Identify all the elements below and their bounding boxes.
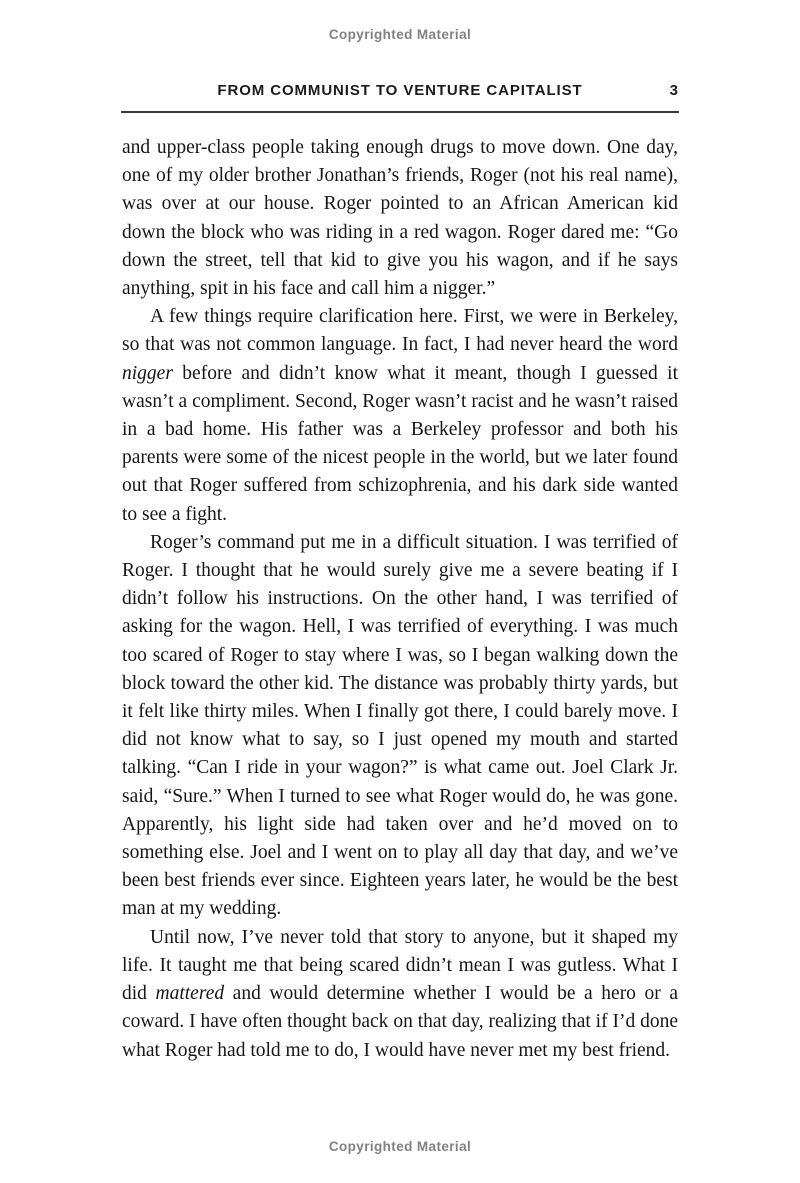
text-segment: and would determine whether I would be a hero or a coward. I have often thought back on that day, realizing that if I’d done what Roger had told me to do, I would have never met my best friend.: [122, 983, 678, 1061]
italic-text: mattered: [155, 983, 225, 1005]
text-segment: and upper-class people taking enough drugs to move down. One day, one of my older brother Jonathan’s friends, Roger (not his real name), was over at our house. Roger pointed to an African American kid down the block who was riding in a red wagon. Roger dared me: “Go down the street, tell that kid to give you his wagon, and if he says anything, spit in his face and call him a nigger.”: [122, 137, 678, 300]
paragraph: [122, 134, 678, 303]
page-number: 3: [669, 82, 678, 99]
paragraph: [122, 529, 678, 924]
header-rule: [121, 111, 679, 113]
text-segment: Roger’s command put me in a difficult situation. I was terrified of Roger. I thought that he would surely give me a severe beating if I didn’t follow his instructions. On the other hand, I was terrified of asking for the wagon. Hell, I was terrified of everything. I was much too scared of Roger to stay where I was, so I began walking down the block toward the other kid. The distance was probably thirty yards, but it felt like thirty miles. When I finally got there, I could barely move. I did not know what to say, so I just opened my mouth and started talking. “Can I ride in your wagon?” is what came out. Joel Clark Jr. said, “Sure.” When I turned to see what Roger would do, he was gone. Apparently, his light side had taken over and he’d moved on to something else. Joel and I went on to play all day that day, and we’ve been best friends ever since. Eighteen years later, he would be the best man at my wedding.: [122, 531, 678, 920]
chapter-title: FROM COMMUNIST TO VENTURE CAPITALIST: [217, 82, 583, 99]
paragraph: [122, 924, 678, 1065]
text-segment: before and didn’t know what it meant, though I guessed it wasn’t a compliment. Second, Roger wasn’t racist and he wasn’t raised in a bad home. His father was a Berkeley professor and both his parents were some of the nicest people in the world, but we later found out that Roger suffered from schizophrenia, and his dark side wanted to see a fight.: [122, 362, 678, 525]
paragraph: [122, 303, 678, 529]
text-segment: A few things require clarification here. First, we were in Berkeley, so that was not common language. In fact, I had never heard the word: [122, 306, 678, 356]
copyright-notice-top: Copyrighted Material: [328, 27, 472, 42]
italic-text: nigger: [122, 362, 173, 384]
text-segment: Until now, I’ve never told that story to anyone, but it shaped my life. It taught me that being scared didn’t mean I was gutless. What I did: [122, 926, 678, 1005]
body-text: [122, 134, 678, 1065]
running-header: [122, 82, 678, 100]
copyright-notice-bottom: Copyrighted Material: [328, 1139, 472, 1154]
